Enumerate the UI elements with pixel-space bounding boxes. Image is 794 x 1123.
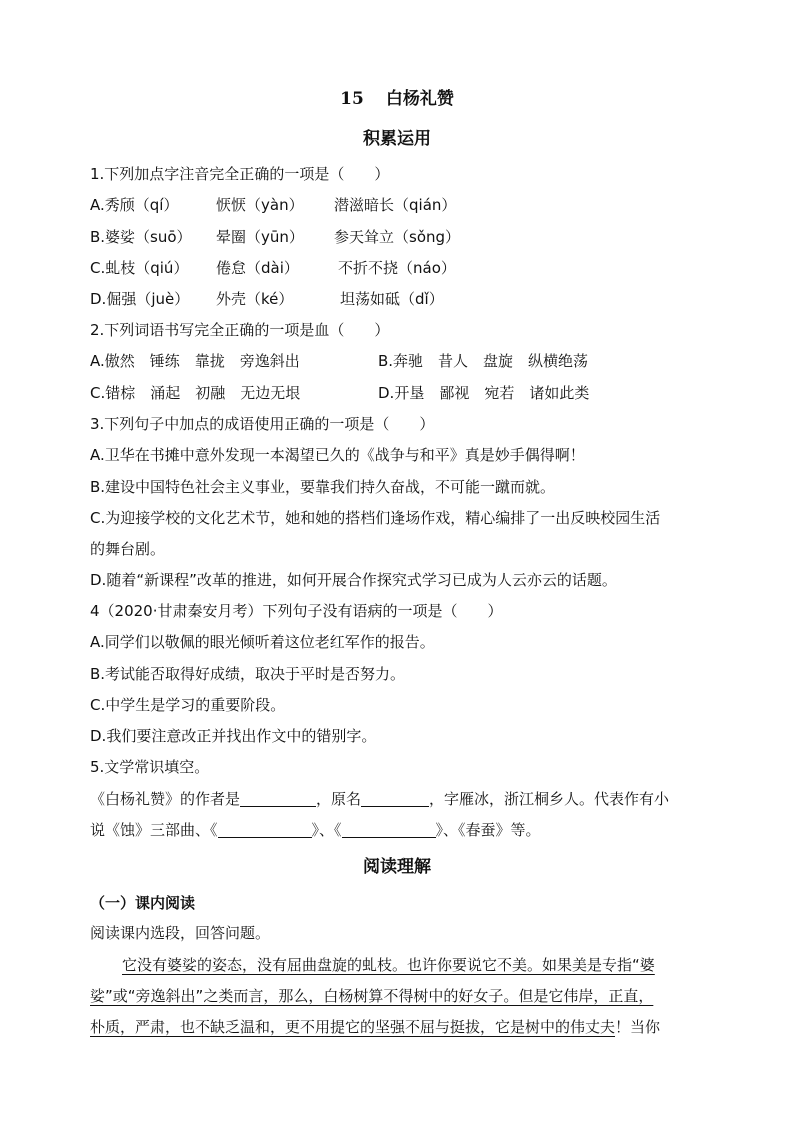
q1-a-3: 潜滋暗长（qián） — [334, 196, 457, 214]
lesson-number: 15 — [340, 89, 364, 109]
q2-options-row2 — [90, 383, 589, 403]
passage-line-2 — [90, 986, 653, 1006]
q3-option-d: D.随着“新课程”改革的推进，如何开展合作探究式学习已成为人云亦云的话题。 — [90, 571, 617, 589]
passage-text-rest: ！当你 — [615, 1018, 661, 1036]
q5-line2 — [90, 820, 541, 840]
q3-option-c-line1: C.为迎接学校的文化艺术节，她和她的搭档们逢场作戏，精心编排了一出反映校园生活 — [90, 509, 661, 527]
q5-blank-author[interactable] — [240, 790, 316, 807]
q3-option-a: A.卫华在书摊中意外发现一本渴望已久的《战争与和平》真是妙手偶得啊！ — [90, 446, 585, 464]
q3-option-b: B.建设中国特色社会主义事业，要靠我们持久奋战，不可能一蹴而就。 — [90, 478, 556, 496]
passage-underlined-3: 朴质，严肃，也不缺乏温和，更不用提它的坚强不屈与挺拔，它是树中的伟丈夫 — [90, 1018, 616, 1036]
q1-c-3: 不折不挠（náo） — [338, 259, 456, 277]
q5-line1 — [90, 789, 669, 809]
q5-text-4: 说《蚀》三部曲、《 — [90, 821, 218, 839]
section-accumulate-heading: 积累运用 — [363, 129, 431, 149]
q1-option-a — [90, 195, 456, 215]
q4-option-a: A.同学们以敬佩的眼光倾听着这位老红军作的报告。 — [90, 633, 435, 651]
passage-underlined-1: 它没有婆娑的姿态，没有屈曲盘旋的虬枝。也许你要说它不美。如果美是专指“婆 — [122, 956, 655, 974]
q5-blank-original-name[interactable] — [361, 790, 429, 807]
q2-option-d: D.开垦 鄙视 宛若 诸如此类 — [378, 384, 590, 402]
section-reading-heading: 阅读理解 — [363, 857, 431, 877]
q5-text-1: 《白杨礼赞》的作者是 — [90, 790, 241, 808]
q2-stem: 2.下列词语书写完全正确的一项是血（ ） — [90, 321, 390, 339]
q1-d-2: 外壳（ké） — [216, 290, 294, 308]
q2-option-c: C.错棕 涌起 初融 无边无垠 — [90, 384, 301, 402]
q3-option-c-line2: 的舞台剧。 — [90, 540, 166, 558]
q3-stem: 3.下列句子中加点的成语使用正确的一项是（ ） — [90, 415, 435, 433]
q1-d-1: D.倔强（juè） — [90, 290, 190, 308]
lesson-title: 白杨礼赞 — [385, 89, 454, 109]
q1-a-1: A.秀颀（qí） — [90, 196, 179, 214]
q1-b-2: 晕圈（yūn） — [216, 228, 304, 246]
q1-c-1: C.虬枝（qiú） — [90, 259, 189, 277]
q1-stem: 1.下列加点字注音完全正确的一项是（ ） — [90, 165, 390, 183]
q4-stem: 4（2020·甘肃秦安月考）下列句子没有语病的一项是（ ） — [90, 602, 503, 620]
passage-line-1 — [122, 955, 655, 975]
q5-text-2: ，原名 — [316, 790, 362, 808]
q1-d-3: 坦荡如砥（dǐ） — [340, 290, 444, 308]
q5-text-6: 》、《春蚕》等。 — [435, 821, 541, 839]
q1-a-2: 恹恹（yàn） — [216, 196, 304, 214]
q5-text-5: 》、《 — [311, 821, 342, 839]
q1-option-d — [90, 289, 444, 309]
q1-option-b — [90, 227, 460, 247]
q5-stem: 5.文学常识填空。 — [90, 758, 210, 776]
q4-option-d: D.我们要注意改正并找出作文中的错别字。 — [90, 727, 377, 745]
lesson-heading — [0, 88, 794, 110]
q1-b-1: B.婆娑（suō） — [90, 228, 192, 246]
q5-blank-work-2[interactable] — [342, 821, 436, 838]
reading-part-title: （一）课内阅读 — [90, 894, 196, 912]
q2-option-a: A.傲然 锤练 靠拢 旁逸斜出 — [90, 352, 300, 370]
q1-option-c — [90, 258, 456, 278]
q2-option-b: B.奔驰 昔人 盘旋 纵横绝荡 — [378, 352, 589, 370]
q5-blank-work-1[interactable] — [218, 821, 312, 838]
q4-option-b: B.考试能否取得好成绩，取决于平时是否努力。 — [90, 665, 406, 683]
q2-options-row1 — [90, 351, 588, 371]
q5-text-3: ，字雁冰，浙江桐乡人。代表作有小 — [429, 790, 670, 808]
q1-b-3: 参天耸立（sǒng） — [334, 228, 461, 246]
reading-instruction: 阅读课内选段，回答问题。 — [90, 924, 271, 942]
passage-underlined-2: 娑”或“旁逸斜出”之类而言，那么，白杨树算不得树中的好女子。但是它伟岸，正直， — [90, 987, 654, 1005]
passage-line-3 — [90, 1017, 660, 1037]
q1-c-2: 倦怠（dài） — [216, 259, 299, 277]
q4-option-c: C.中学生是学习的重要阶段。 — [90, 696, 286, 714]
